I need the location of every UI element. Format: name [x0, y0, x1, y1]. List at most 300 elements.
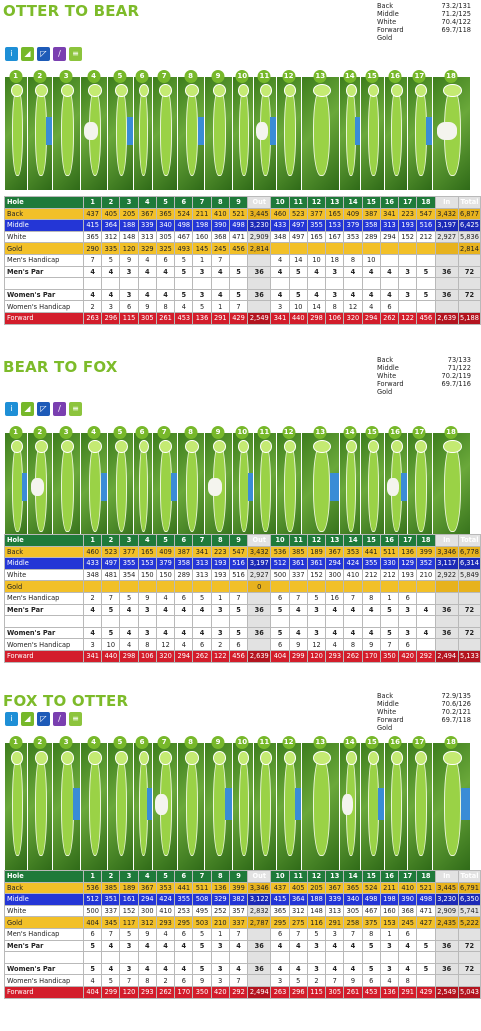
- hole-thumbnail[interactable]: [27, 736, 52, 871]
- water-hazard: [101, 473, 108, 501]
- row-label: Men's Handicap: [5, 254, 84, 266]
- score-cell: 6: [175, 975, 193, 987]
- rating-label: Middle: [377, 364, 399, 372]
- hole-thumbnail[interactable]: [276, 736, 301, 871]
- sand-bunker: [84, 122, 99, 140]
- score-cell: 4: [102, 289, 120, 301]
- rating-row: [377, 372, 471, 380]
- score-cell: [435, 254, 458, 266]
- hole-thumbnail[interactable]: [407, 70, 432, 190]
- hole-thumbnail[interactable]: [133, 736, 152, 871]
- score-cell: 500: [271, 569, 289, 581]
- score-cell: 36: [248, 627, 271, 639]
- score-cell: 4: [84, 627, 102, 639]
- row-label: Men's Par: [5, 266, 84, 278]
- score-cell: 5: [289, 266, 307, 278]
- fairway-shape: [116, 88, 128, 176]
- hole-thumbnail[interactable]: [432, 736, 470, 871]
- hole-map-image[interactable]: [204, 433, 231, 546]
- hole-map-image[interactable]: [301, 77, 339, 190]
- hole-thumbnail[interactable]: [152, 426, 177, 546]
- hole-map-image[interactable]: [27, 743, 52, 871]
- course-section: [0, 690, 479, 1031]
- score-cell: 341: [84, 650, 102, 662]
- hole-thumbnail[interactable]: [384, 70, 407, 190]
- score-cell: 3: [120, 535, 138, 547]
- hole-thumbnail[interactable]: [339, 426, 360, 546]
- tee-ratings: [377, 356, 471, 396]
- score-cell: 512: [271, 558, 289, 570]
- score-cell: 3: [211, 975, 229, 987]
- hole-number-badge: 10: [236, 70, 249, 83]
- score-cell: 516: [229, 558, 247, 570]
- score-cell: 364: [289, 894, 307, 906]
- hole-map-image[interactable]: [177, 743, 204, 871]
- hole-map-image[interactable]: [360, 433, 383, 546]
- hole-map-image[interactable]: [384, 77, 407, 190]
- score-cell: 7: [229, 975, 247, 987]
- score-cell: 170: [362, 650, 380, 662]
- score-cell: 3,445: [435, 882, 458, 894]
- course-map-icon[interactable]: ◢: [21, 402, 34, 416]
- hole-map-image[interactable]: [52, 77, 79, 190]
- score-cell: 5: [193, 928, 211, 940]
- hole-map-image[interactable]: [253, 743, 276, 871]
- hole-map-image[interactable]: [107, 433, 132, 546]
- hole-map-image[interactable]: [80, 743, 107, 871]
- score-cell: 8: [211, 871, 229, 883]
- hole-map-image[interactable]: [52, 433, 79, 546]
- hole-thumbnail[interactable]: [107, 70, 132, 190]
- hole-thumbnail[interactable]: [52, 426, 79, 546]
- score-cell: 9: [344, 975, 362, 987]
- hole-map-image[interactable]: [384, 743, 407, 871]
- video-icon[interactable]: ∕: [53, 712, 66, 726]
- hole-thumbnail[interactable]: [301, 426, 339, 546]
- score-cell: 3: [271, 301, 289, 313]
- row-label: Hole: [5, 197, 84, 209]
- score-cell: 296: [289, 986, 307, 998]
- hole-map-image[interactable]: [301, 743, 339, 871]
- score-cell: 4: [362, 266, 380, 278]
- video-icon[interactable]: ∕: [53, 47, 66, 61]
- score-cell: 16: [380, 535, 398, 547]
- green-shape: [185, 440, 199, 453]
- fairway-shape: [12, 756, 23, 856]
- hole-map-image[interactable]: [177, 77, 204, 190]
- score-cell: 150: [138, 569, 156, 581]
- hole-thumbnail[interactable]: [339, 70, 360, 190]
- score-cell: [458, 581, 480, 593]
- score-cell: 5: [307, 592, 325, 604]
- score-cell: 5: [175, 254, 193, 266]
- hole-map-image[interactable]: [177, 433, 204, 546]
- course-section: [0, 0, 479, 356]
- score-cell: 3: [120, 289, 138, 301]
- score-cell: 6: [271, 592, 289, 604]
- rating-label: Middle: [377, 10, 399, 18]
- green-shape: [238, 84, 249, 97]
- score-cell: 5: [84, 963, 102, 975]
- hole-map-image[interactable]: [339, 77, 360, 190]
- rating-row: [377, 10, 471, 18]
- hole-thumbnail[interactable]: [204, 70, 231, 190]
- score-cell: 9: [229, 871, 247, 883]
- hole-map-image[interactable]: [204, 743, 231, 871]
- hole-map-image[interactable]: [4, 433, 27, 546]
- scorecard-icon[interactable]: ≡: [69, 47, 82, 61]
- score-cell: 11: [289, 197, 307, 209]
- hole-thumbnail[interactable]: [432, 70, 470, 190]
- score-cell: 262: [380, 312, 398, 324]
- score-cell: [326, 243, 344, 255]
- hole-map-image[interactable]: [276, 433, 301, 546]
- scorecard-icon[interactable]: ≡: [69, 402, 82, 416]
- hole-number-badge: 6: [136, 736, 149, 749]
- score-cell: 10: [362, 254, 380, 266]
- hole-map-image[interactable]: [276, 743, 301, 871]
- hole-thumbnail[interactable]: [52, 736, 79, 871]
- score-cell: [193, 952, 211, 964]
- hole-thumbnail[interactable]: [204, 736, 231, 871]
- hole-map-image[interactable]: [152, 743, 177, 871]
- hole-number-badge: 3: [60, 426, 73, 439]
- hole-thumbnail[interactable]: [133, 70, 152, 190]
- hole-thumbnail[interactable]: [107, 426, 132, 546]
- hole-map-image[interactable]: [407, 743, 432, 871]
- course-map-icon[interactable]: ◢: [21, 47, 34, 61]
- hole-map-image[interactable]: [301, 433, 339, 546]
- fairway-shape: [260, 444, 271, 532]
- score-cell: 404: [84, 917, 102, 929]
- hole-map-image[interactable]: [133, 743, 152, 871]
- score-cell: [399, 581, 417, 593]
- hole-map-image[interactable]: [253, 77, 276, 190]
- hole-map-image[interactable]: [232, 77, 253, 190]
- score-cell: 294: [380, 231, 398, 243]
- hole-map-image[interactable]: [253, 433, 276, 546]
- green-shape: [61, 440, 75, 453]
- hole-number-badge: 6: [136, 70, 149, 83]
- score-cell: 410: [399, 882, 417, 894]
- score-cell: 291: [211, 312, 229, 324]
- score-cell: 6: [156, 254, 174, 266]
- score-cell: 5: [417, 266, 435, 278]
- score-cell: 3: [307, 940, 325, 952]
- score-cell: 4: [156, 940, 174, 952]
- score-cell: 5: [229, 266, 247, 278]
- score-cell: 410: [344, 569, 362, 581]
- score-cell: 5: [120, 592, 138, 604]
- score-cell: 456: [229, 650, 247, 662]
- score-cell: 152: [120, 905, 138, 917]
- hole-thumbnail[interactable]: [432, 426, 470, 546]
- fairway-shape: [368, 88, 379, 176]
- score-cell: 453: [175, 312, 193, 324]
- hole-thumbnail[interactable]: [107, 736, 132, 871]
- hole-map-image[interactable]: [107, 77, 132, 190]
- hole-map-image[interactable]: [4, 77, 27, 190]
- hole-thumbnail[interactable]: [232, 736, 253, 871]
- score-cell: 7: [193, 197, 211, 209]
- water-hazard: [461, 788, 470, 820]
- score-cell: [156, 581, 174, 593]
- score-cell: 305: [138, 312, 156, 324]
- score-cell: 3: [193, 289, 211, 301]
- course-map-icon[interactable]: ◢: [21, 712, 34, 726]
- hole-map-image[interactable]: [4, 743, 27, 871]
- hole-thumbnail[interactable]: [27, 426, 52, 546]
- score-cell: 4: [289, 963, 307, 975]
- sand-bunker: [208, 478, 223, 496]
- hole-thumbnail[interactable]: [407, 426, 432, 546]
- hole-thumbnail[interactable]: [177, 426, 204, 546]
- score-cell: 4: [307, 289, 325, 301]
- scorecard-row-fwd: [5, 650, 481, 662]
- hole-thumbnail[interactable]: [360, 736, 383, 871]
- score-cell: 5: [417, 963, 435, 975]
- score-cell: 4: [175, 963, 193, 975]
- score-cell: 367: [138, 882, 156, 894]
- score-cell: 3: [399, 289, 417, 301]
- hole-map-image[interactable]: [107, 743, 132, 871]
- hole-thumbnail[interactable]: [4, 736, 27, 871]
- hole-map-image[interactable]: [152, 77, 177, 190]
- score-cell: 6: [271, 928, 289, 940]
- score-cell: 2,639: [248, 650, 271, 662]
- hole-thumbnail[interactable]: [204, 426, 231, 546]
- rating-value: 70.2/119: [441, 372, 471, 380]
- score-cell: 500: [84, 905, 102, 917]
- score-cell: 4: [120, 604, 138, 616]
- hole-thumbnail[interactable]: [384, 736, 407, 871]
- score-cell: 4: [175, 604, 193, 616]
- score-cell: 2: [84, 301, 102, 313]
- score-cell: 1: [211, 301, 229, 313]
- score-cell: 290: [84, 243, 102, 255]
- score-cell: 36: [248, 266, 271, 278]
- hole-map-image[interactable]: [204, 77, 231, 190]
- hole-thumbnail[interactable]: [253, 426, 276, 546]
- score-cell: 292: [417, 650, 435, 662]
- score-cell: 7: [289, 928, 307, 940]
- score-cell: 205: [307, 882, 325, 894]
- score-cell: 3: [138, 604, 156, 616]
- hole-thumbnail[interactable]: [52, 70, 79, 190]
- rating-value: 73/133: [447, 356, 471, 364]
- score-cell: 5: [102, 254, 120, 266]
- hole-map-image[interactable]: [27, 77, 52, 190]
- hole-map-image[interactable]: [27, 433, 52, 546]
- hole-map-image[interactable]: [52, 743, 79, 871]
- score-cell: 355: [307, 220, 325, 232]
- scorecard-row-gold: [5, 581, 481, 593]
- hole-thumbnail[interactable]: [253, 70, 276, 190]
- hole-map-image[interactable]: [360, 77, 383, 190]
- green-shape: [443, 440, 461, 453]
- hole-thumbnail[interactable]: [339, 736, 360, 871]
- score-cell: 471: [417, 905, 435, 917]
- score-cell: 245: [211, 243, 229, 255]
- hole-thumbnail[interactable]: [360, 426, 383, 546]
- hole-thumbnail[interactable]: [4, 426, 27, 546]
- info-icon[interactable]: i: [5, 712, 18, 726]
- hole-thumbnail[interactable]: [27, 70, 52, 190]
- score-cell: [307, 243, 325, 255]
- video-icon[interactable]: ∕: [53, 402, 66, 416]
- hole-thumbnail[interactable]: [232, 70, 253, 190]
- row-label: Women's Par: [5, 627, 84, 639]
- row-label: Middle: [5, 220, 84, 232]
- hole-thumbnail[interactable]: [276, 70, 301, 190]
- score-cell: [380, 616, 398, 628]
- hole-number-badge: 16: [389, 426, 402, 439]
- hole-number-badge: 18: [445, 426, 458, 439]
- hole-thumbnail[interactable]: [301, 736, 339, 871]
- score-cell: 460: [84, 546, 102, 558]
- hole-map-image[interactable]: [232, 743, 253, 871]
- score-cell: 193: [399, 220, 417, 232]
- hole-thumbnail[interactable]: [276, 426, 301, 546]
- score-cell: 365: [84, 231, 102, 243]
- hole-thumbnail[interactable]: [177, 70, 204, 190]
- score-cell: 329: [138, 243, 156, 255]
- score-cell: 2: [156, 975, 174, 987]
- score-cell: 2,549: [435, 986, 458, 998]
- scorecard-row-hcp: [5, 639, 481, 651]
- score-cell: 4: [344, 604, 362, 616]
- score-cell: 193: [211, 569, 229, 581]
- score-cell: 14: [289, 254, 307, 266]
- score-cell: 312: [138, 917, 156, 929]
- score-cell: [229, 616, 247, 628]
- tee-ratings: [377, 692, 471, 732]
- hole-thumbnail[interactable]: [80, 426, 107, 546]
- hole-thumbnail[interactable]: [80, 70, 107, 190]
- hole-map-image[interactable]: [432, 743, 470, 871]
- hole-thumbnail[interactable]: [301, 70, 339, 190]
- hole-thumbnail[interactable]: [360, 70, 383, 190]
- hole-map-image[interactable]: [133, 77, 152, 190]
- score-cell: 17: [399, 871, 417, 883]
- hole-map-strip: [4, 70, 470, 190]
- hole-map-image[interactable]: [384, 433, 407, 546]
- score-cell: 467: [175, 231, 193, 243]
- rating-label: Middle: [377, 700, 399, 708]
- fairway-shape: [415, 756, 427, 856]
- score-cell: 4: [307, 266, 325, 278]
- score-cell: [211, 278, 229, 290]
- hole-map-image[interactable]: [152, 433, 177, 546]
- score-cell: 72: [458, 604, 480, 616]
- hole-thumbnail[interactable]: [384, 426, 407, 546]
- score-cell: 3,197: [435, 220, 458, 232]
- score-cell: 399: [417, 546, 435, 558]
- hole-thumbnail[interactable]: [80, 736, 107, 871]
- hole-map-image[interactable]: [80, 77, 107, 190]
- score-cell: [271, 616, 289, 628]
- flyover-icon[interactable]: ◸: [37, 712, 50, 726]
- score-cell: In: [435, 197, 458, 209]
- hole-map-image[interactable]: [432, 433, 470, 546]
- score-cell: 312: [289, 905, 307, 917]
- fairway-shape: [89, 444, 102, 532]
- score-cell: 3: [326, 266, 344, 278]
- score-cell: 11: [289, 871, 307, 883]
- score-cell: 387: [175, 546, 193, 558]
- hole-thumbnail[interactable]: [177, 736, 204, 871]
- score-cell: 4: [156, 289, 174, 301]
- hole-map-image[interactable]: [80, 433, 107, 546]
- hole-thumbnail[interactable]: [253, 736, 276, 871]
- flyover-icon[interactable]: ◸: [37, 402, 50, 416]
- green-shape: [346, 84, 357, 97]
- hole-thumbnail[interactable]: [133, 426, 152, 546]
- hole-thumbnail[interactable]: [152, 736, 177, 871]
- hole-map-image[interactable]: [133, 433, 152, 546]
- score-cell: 293: [138, 986, 156, 998]
- hole-number-badge: 7: [158, 736, 171, 749]
- score-cell: 6: [175, 592, 193, 604]
- hole-map-image[interactable]: [432, 77, 470, 190]
- score-cell: 3,122: [248, 894, 271, 906]
- score-cell: 5: [156, 535, 174, 547]
- info-icon[interactable]: i: [5, 402, 18, 416]
- fairway-shape: [284, 444, 296, 532]
- score-cell: 382: [229, 894, 247, 906]
- score-cell: 262: [156, 986, 174, 998]
- score-cell: [289, 581, 307, 593]
- flyover-icon[interactable]: ◸: [37, 47, 50, 61]
- score-cell: [307, 278, 325, 290]
- hole-map-image[interactable]: [360, 743, 383, 871]
- hole-thumbnail[interactable]: [152, 70, 177, 190]
- hole-number-badge: 18: [445, 736, 458, 749]
- hole-number-badge: 16: [389, 736, 402, 749]
- score-cell: 368: [211, 231, 229, 243]
- hole-thumbnail[interactable]: [232, 426, 253, 546]
- hole-map-image[interactable]: [407, 77, 432, 190]
- score-cell: 6: [175, 928, 193, 940]
- score-cell: 352: [417, 558, 435, 570]
- rating-value: 70.4/122: [441, 18, 471, 26]
- rating-row: [377, 708, 471, 716]
- score-cell: 456: [229, 243, 247, 255]
- score-cell: 295: [175, 917, 193, 929]
- score-cell: 337: [229, 917, 247, 929]
- score-cell: 5: [289, 975, 307, 987]
- hole-number-badge: 3: [60, 70, 73, 83]
- score-cell: 3,117: [435, 558, 458, 570]
- hole-map-image[interactable]: [407, 433, 432, 546]
- hole-number-badge: 15: [365, 426, 378, 439]
- hole-thumbnail[interactable]: [407, 736, 432, 871]
- green-shape: [391, 751, 403, 766]
- score-cell: [248, 639, 271, 651]
- hole-map-image[interactable]: [339, 743, 360, 871]
- score-cell: 153: [138, 558, 156, 570]
- hole-map-image[interactable]: [232, 433, 253, 546]
- hole-map-image[interactable]: [276, 77, 301, 190]
- fairway-shape: [89, 756, 102, 856]
- scorecard-icon[interactable]: ≡: [69, 712, 82, 726]
- info-icon[interactable]: i: [5, 47, 18, 61]
- score-cell: 337: [102, 905, 120, 917]
- hole-map-image[interactable]: [339, 433, 360, 546]
- hole-thumbnail[interactable]: [4, 70, 27, 190]
- fairway-shape: [116, 444, 128, 532]
- hole-number-badge: 11: [258, 736, 271, 749]
